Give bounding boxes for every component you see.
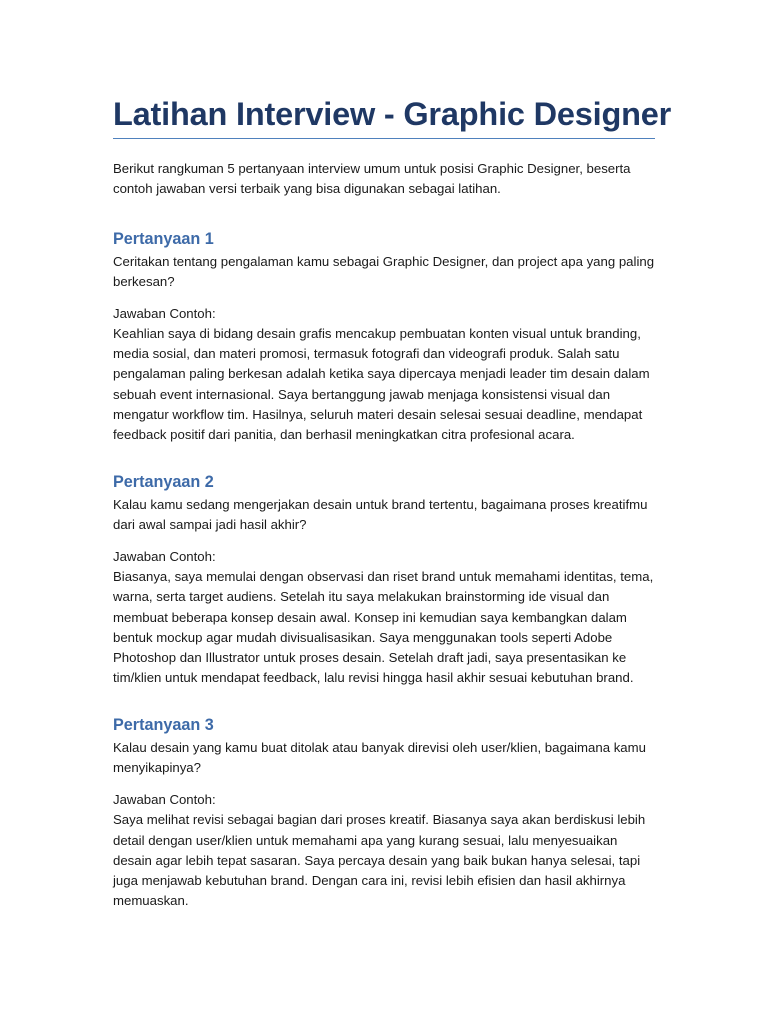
intro-paragraph: Berikut rangkuman 5 pertanyaan interview umum untuk posisi Graphic Designer, beserta contoh jawaban versi terbaik yang bisa digunakan sebagai latihan. [113,161,631,196]
question-text: Kalau desain yang kamu buat ditolak atau banyak direvisi oleh user/klien, bagaimana kamu menyikapinya? [113,740,646,776]
question-heading: Pertanyaan 1 [113,230,214,248]
question-heading: Pertanyaan 2 [113,473,214,492]
question-heading: Pertanyaan 3 [113,716,214,735]
question-text: Kalau kamu sedang mengerjakan desain untuk brand tertentu, bagaimana proses kreatifmu dari awal sampai jadi hasil akhir? [113,497,648,533]
title-underline [113,138,655,139]
answer-text: Keahlian saya di bidang desain grafis mencakup pembuatan konten visual untuk branding, media sosial, dan materi promosi, termasuk fotografi dan videografi produk. Salah satu pengalaman paling berkesan adalah ketika saya dipercaya menjadi leader tim desain dalam sebuah event internasional. Saya bertanggung jawab menjaga konsistensi visual dan mengatur workflow tim. Hasilnya, seluruh materi desain selesai sesuai deadline, mendapat feedback positif dari panitia, dan berhasil meningkatkan citra profesional acara. [113,326,650,443]
question-text: Ceritakan tentang pengalaman kamu sebagai Graphic Designer, dan project apa yang paling berkesan? [113,254,655,289]
question-section-2 [113,471,655,688]
answer-text: Saya melihat revisi sebagai bagian dari proses kreatif. Biasanya saya akan berdiskusi lebih detail dengan user/klien untuk memahami apa yang kurang sesuai, lalu menyesuaikan desain agar lebih tepat sasaran. Saya percaya desain yang baik bukan hanya selesai, tapi juga menjawab kebutuhan brand. Dengan cara ini, revisi lebih efisien dan hasil akhirnya memuaskan. [113,812,646,909]
question-section-3 [113,714,655,911]
question-section-1 [113,228,655,445]
answer-label: Jawaban Contoh: [113,306,216,321]
answer-text: Biasanya, saya memulai dengan observasi dan riset brand untuk memahami identitas, tema, warna, serta target audiens. Setelah itu saya melakukan brainstorming ide visual dan membuat beberapa konsep desain awal. Konsep ini kemudian saya kembangkan dalam bentuk mockup agar mudah divisualisasikan. Saya menggunakan tools seperti Adobe Photoshop dan Illustrator untuk proses desain. Setelah draft jadi, saya presentasikan ke tim/klien untuk mendapat feedback, lalu revisi hingga hasil akhir sesuai kebutuhan brand. [113,569,654,686]
document-title: Latihan Interview - Graphic Designer [113,96,672,132]
answer-label: Jawaban Contoh: [113,792,216,808]
answer-label: Jawaban Contoh: [113,549,216,565]
